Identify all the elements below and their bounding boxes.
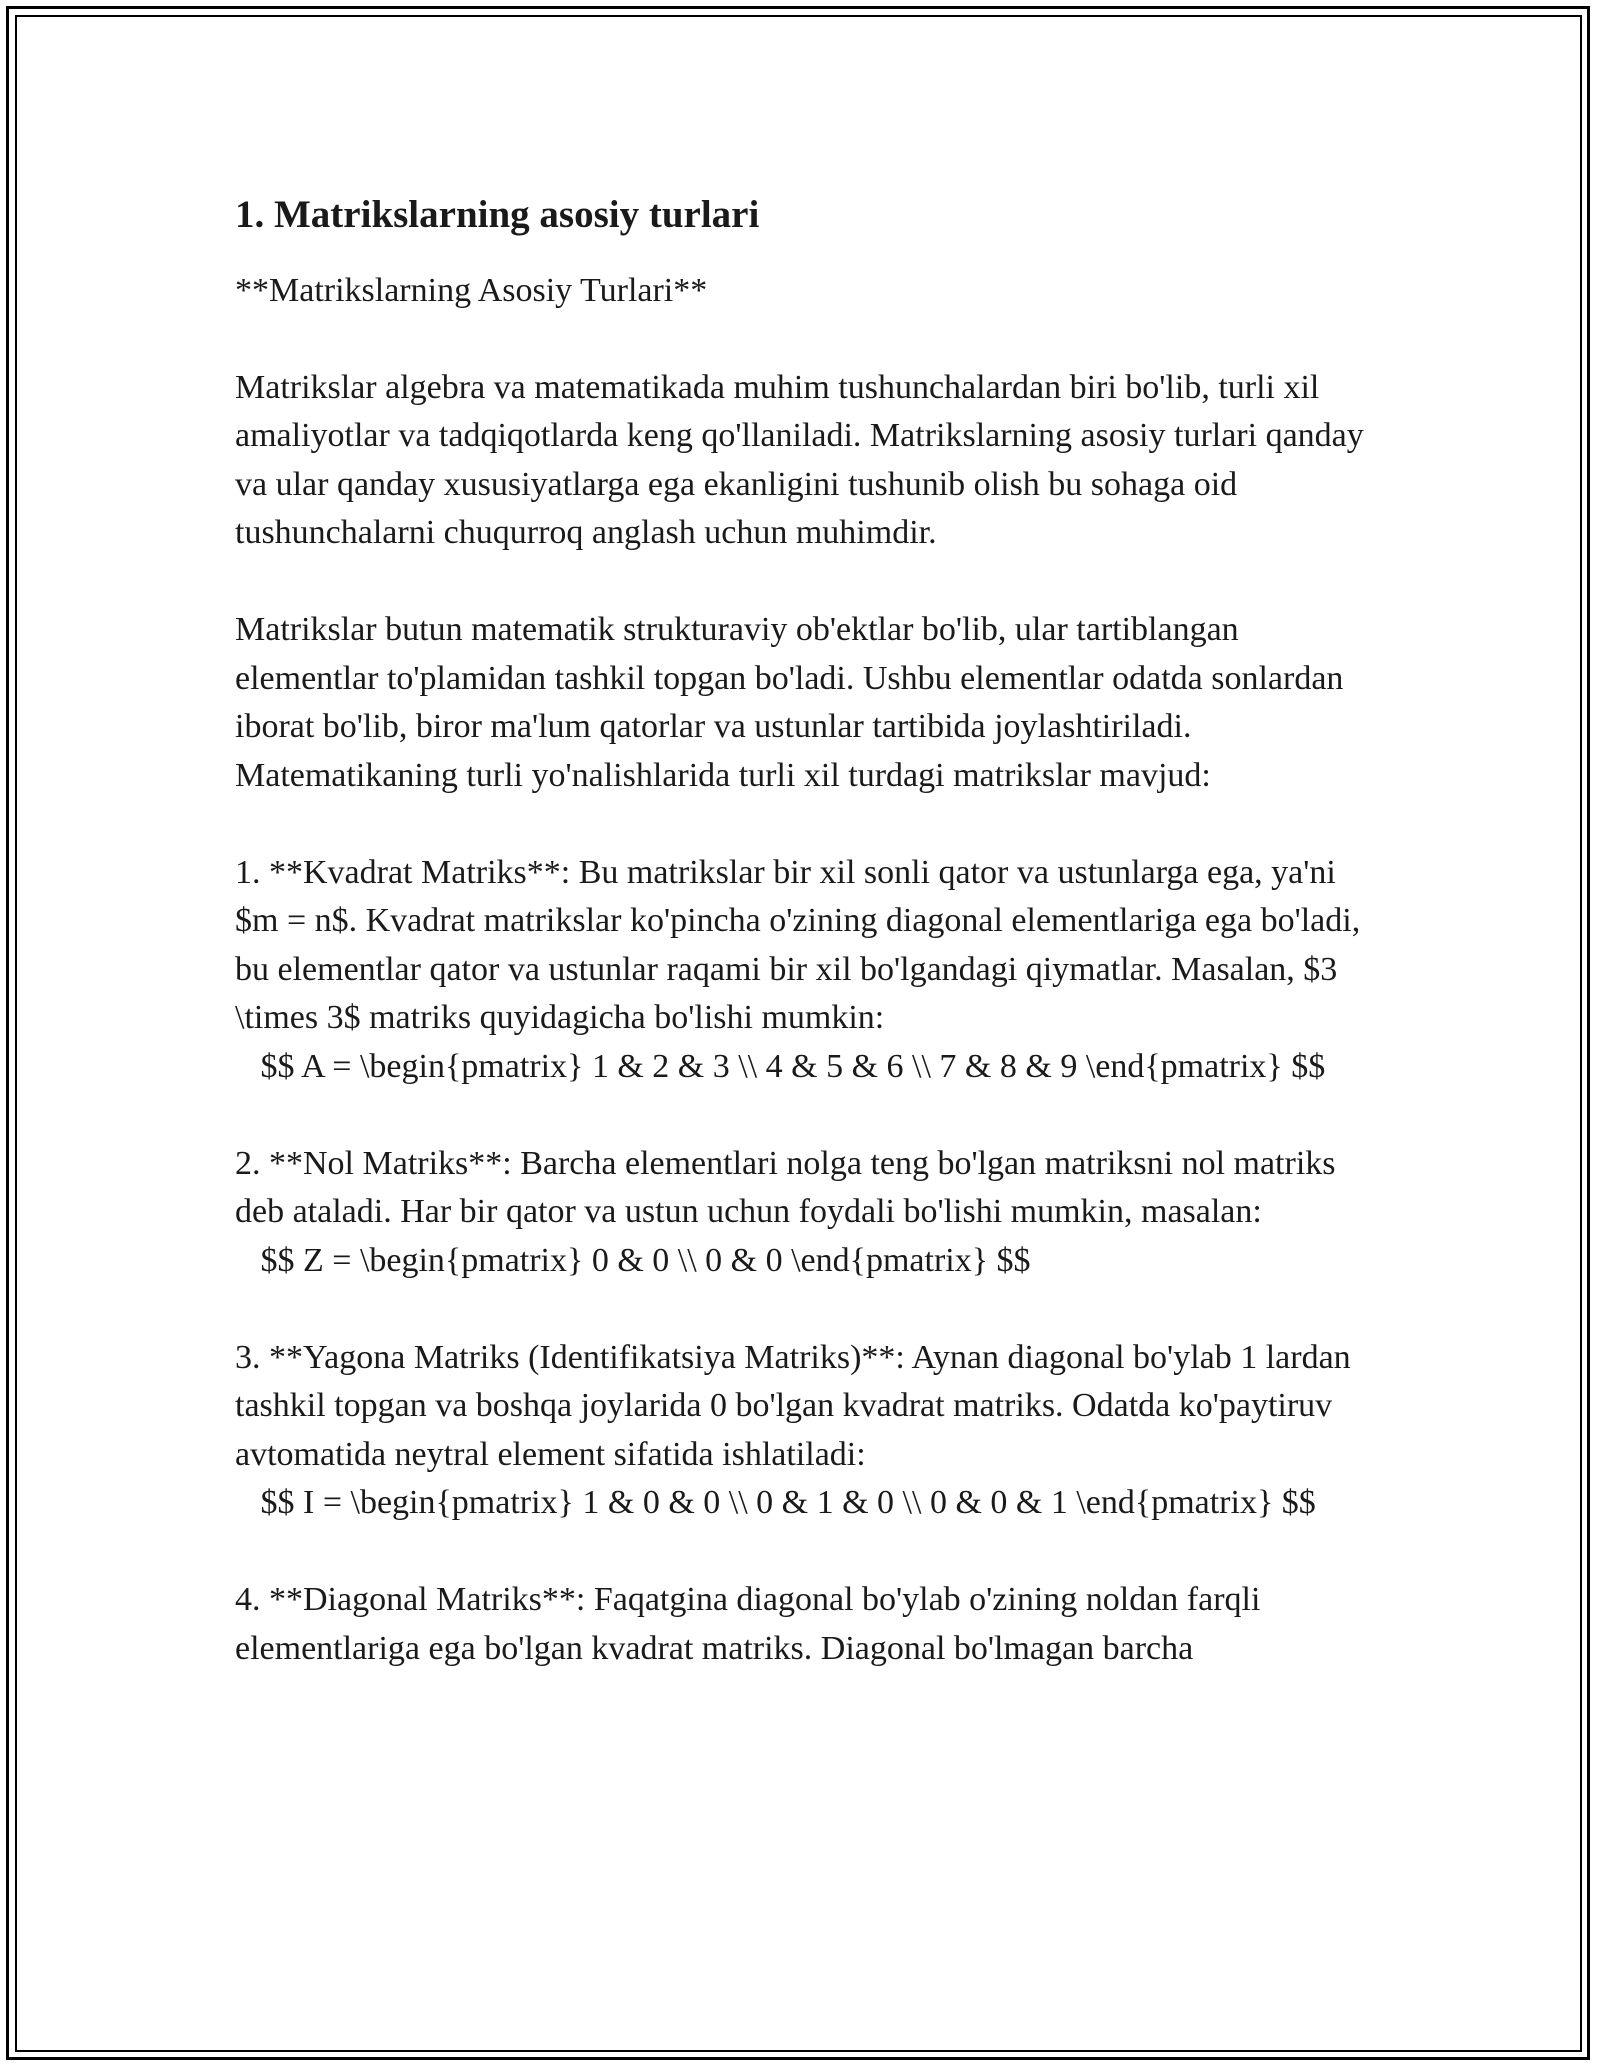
list-item-square-matrix: 1. **Kvadrat Matriks**: Bu matrikslar bir xil sonli qator va ustunlarga ega, ya'ni $m = n$. Kvadrat matrikslar ko'pincha o'zining diagonal elementlariga ega bo'ladi, bu elementlar qator va ustunlar raqami bir xil bo'lgandagi qiymatlar. Masalan, $3 \times 3$ matriks quyidagicha bo'lishi mumkin: $$ A = \begin{pmatrix} 1 & 2 & 3 \\ 4 & 5 & 6 \\ 7 & 8 & 9 \end{pmatrix} $$ — [235, 853, 1361, 1085]
paragraph-heading: **Matrikslarning Asosiy Turlari** — [235, 271, 708, 309]
section-title: 1. Matrikslarning asosiy turlari — [235, 193, 760, 236]
list-item-identity-matrix: 3. **Yagona Matriks (Identifikatsiya Matriks)**: Aynan diagonal bo'ylab 1 lardan tashkil topgan va boshqa joylarida 0 bo'lgan kvadrat matriks. Odatda ko'paytiruv avtomatida neytral element sifatida ishlatiladi: $$ I = \begin{pmatrix} 1 & 0 & 0 \\ 0 & 1 & 0 \\ 0 & 0 & 1 \end{pmatrix} $$ — [235, 1338, 1351, 1522]
list-item-diagonal-matrix: 4. **Diagonal Matriks**: Faqatgina diagonal bo'ylab o'zining noldan farqli elementlariga ega bo'lgan kvadrat matriks. Diagonal bo'lmagan barcha — [235, 1581, 1269, 1667]
paragraph-definition: Matrikslar butun matematik strukturaviy ob'ektlar bo'lib, ular tartiblangan elementlar to'plamidan tashkil topgan bo'ladi. Ushbu elementlar odatda sonlardan iborat bo'lib, biror ma'lum qatorlar va ustunlar tartibida joylashtiriladi. Matematikaning turli yo'nalishlarida turli xil turdagi matrikslar mavjud: — [235, 611, 1352, 794]
document-body — [235, 180, 1375, 1722]
list-item-zero-matrix: 2. **Nol Matriks**: Barcha elementlari nolga teng bo'lgan matriksni nol matriks deb ataladi. Har bir qator va ustun uchun foydali bo'lishi mumkin, masalan: $$ Z = \begin{pmatrix} 0 & 0 \\ 0 & 0 \end{pmatrix} $$ — [235, 1144, 1336, 1279]
paragraph-intro: Matrikslar algebra va matematikada muhim tushunchalardan biri bo'lib, turli xil amaliyotlar va tadqiqotlarda keng qo'llaniladi. Matrikslarning asosiy turlari qanday va ular qanday xususiyatlarga ega ekanligini tushunib olish bu sohaga oid tushunchalarni chuqurroq anglash uchun muhimdir. — [235, 368, 1373, 552]
